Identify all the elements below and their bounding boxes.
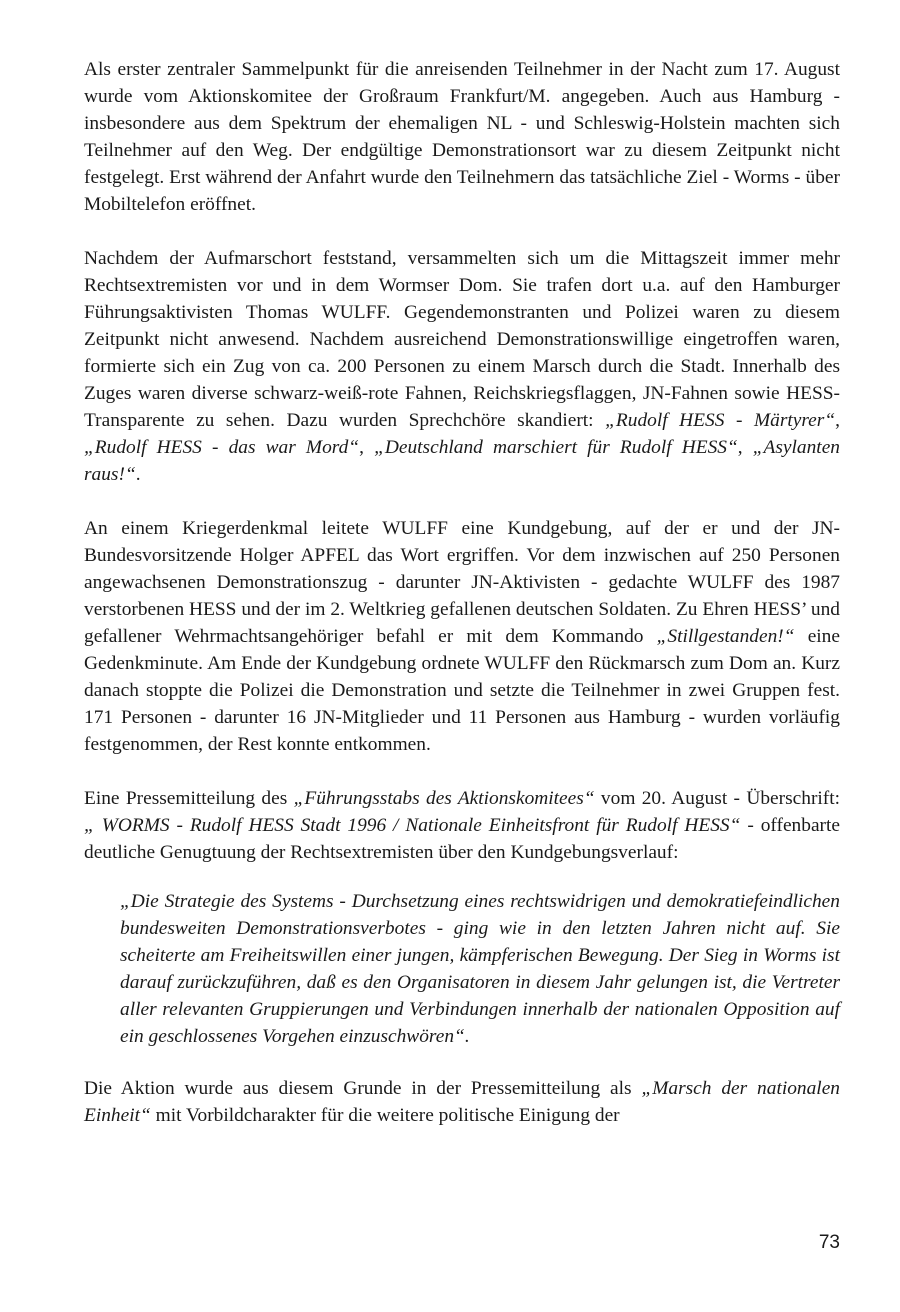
separator: , [359, 437, 375, 458]
page-number: 73 [818, 1232, 840, 1253]
national-unity-text-2: mit Vorbildcharakter für die weitere politische Einigung der [150, 1105, 620, 1126]
chant-deutschland-marschiert: „Deutschland marschiert für Rudolf HESS“ [374, 437, 738, 458]
press-release-text-2: vom 20. August - Überschrift: [594, 788, 841, 809]
paragraph-march-worms [84, 245, 840, 488]
press-release-source: „Führungsstabs des Aktionskomitees“ [293, 788, 595, 809]
chant-hess-martyr: „Rudolf HESS - Märtyrer“ [605, 410, 836, 431]
chant-hess-murder: „Rudolf HESS - das war Mord“ [84, 437, 360, 458]
paragraph-rally [84, 515, 840, 758]
block-quote: „Die Strategie des Systems - Durchsetzung eines rechtswidrigen und demokratiefeindlichen bundesweiten Demonstrationsverbotes - ging wie in den letzten Jahren nicht auf. Sie scheiterte am Freiheitswillen einer jungen, kämpferischen Bewegung. Der Sieg in Worms ist darauf zurückzuführen, daß es den Organisatoren in diesem Jahr gelungen ist, die Vertreter aller relevanten Gruppierungen und Verbindungen innerhalb der nationalen Opposition auf ein geschlossenes Vorgehen einzuschwören“. [120, 891, 840, 1047]
paragraph-gathering-point: Als erster zentraler Sammelpunkt für die anreisenden Teilnehmer in der Nacht zum 17. August wurde vom Aktionskomitee der Großraum Frankfurt/M. angegeben. Auch aus Hamburg - insbesondere aus dem Spektrum der ehemaligen NL - und Schleswig-Holstein machten sich Teilnehmer auf den Weg. Der endgültige Demonstrationsort war zu diesem Zeitpunkt nicht festgelegt. Erst während der Anfahrt wurde den Teilnehmern das tatsächliche Ziel - Worms - über Mobiltelefon eröffnet. [84, 59, 840, 215]
paragraph-march-text: Nachdem der Aufmarschort feststand, versammelten sich um die Mittagszeit immer mehr Rechtsextremisten vor und in dem Wormser Dom. Sie trafen dort u.a. auf den Hamburger Führungsaktivisten Thomas WULFF. Gegendemonstranten und Polizei waren zu diesem Zeitpunkt nicht anwesend. Nachdem ausreichend Demonstrationswillige eingetroffen waren, formierte sich ein Zug von ca. 200 Personen zu einem Marsch durch die Stadt. Innerhalb des Zuges waren diverse schwarz-weiß-rote Fahnen, Reichskriegsflaggen, JN-Fahnen sowie HESS-Transparente zu sehen. Dazu wurden Sprechchöre skandiert: [84, 248, 840, 431]
press-release-text-1: Eine Pressemitteilung des [84, 788, 294, 809]
separator: , [835, 410, 840, 431]
command-stillgestanden: „Stillgestanden!“ [656, 626, 795, 647]
paragraph-rally-text-after: eine Gedenkminute. Am Ende der Kundgebung ordnete WULFF den Rückmarsch zum Dom an. Kurz danach stoppte die Polizei die Demonstration und setzte die Teilnehmer in zwei Gruppen fest. 171 Personen - darunter 16 JN-Mitglieder und 11 Personen aus Hamburg - wurden vorläufig festgenommen, der Rest konnte entkommen. [84, 626, 840, 755]
document-page [84, 56, 840, 1156]
sentence-end: . [135, 464, 141, 485]
national-unity-phrase: „Marsch der nationalen Einheit“ [84, 1078, 840, 1126]
chant-asylanten-raus: „Asylanten raus!“ [84, 437, 840, 485]
press-release-headline: „ WORMS - Rudolf HESS Stadt 1996 / Nationale Einheitsfront für Rudolf HESS“ [84, 815, 741, 836]
paragraph-press-release [84, 785, 840, 866]
paragraph-national-unity [84, 1075, 840, 1129]
national-unity-text-1: Die Aktion wurde aus diesem Grunde in der Pressemitteilung als [84, 1078, 642, 1099]
paragraph-rally-text-before: An einem Kriegerdenkmal leitete WULFF eine Kundgebung, auf der er und der JN-Bundesvorsitzende Holger APFEL das Wort ergriffen. Vor dem inzwischen auf 250 Personen angewachsenen Demonstrationszug - darunter JN-Aktivisten - gedachte WULFF des 1987 verstorbenen HESS und der im 2. Weltkrieg gefallenen deutschen Soldaten. Zu Ehren HESS’ und gefallener Wehrmachtsangehöriger befahl er mit dem Kommando [84, 518, 840, 647]
press-release-text-3: - offenbarte deutliche Genugtuung der Rechtsextremisten über den Kundgebungsverlauf: [84, 815, 841, 863]
separator: , [737, 437, 753, 458]
